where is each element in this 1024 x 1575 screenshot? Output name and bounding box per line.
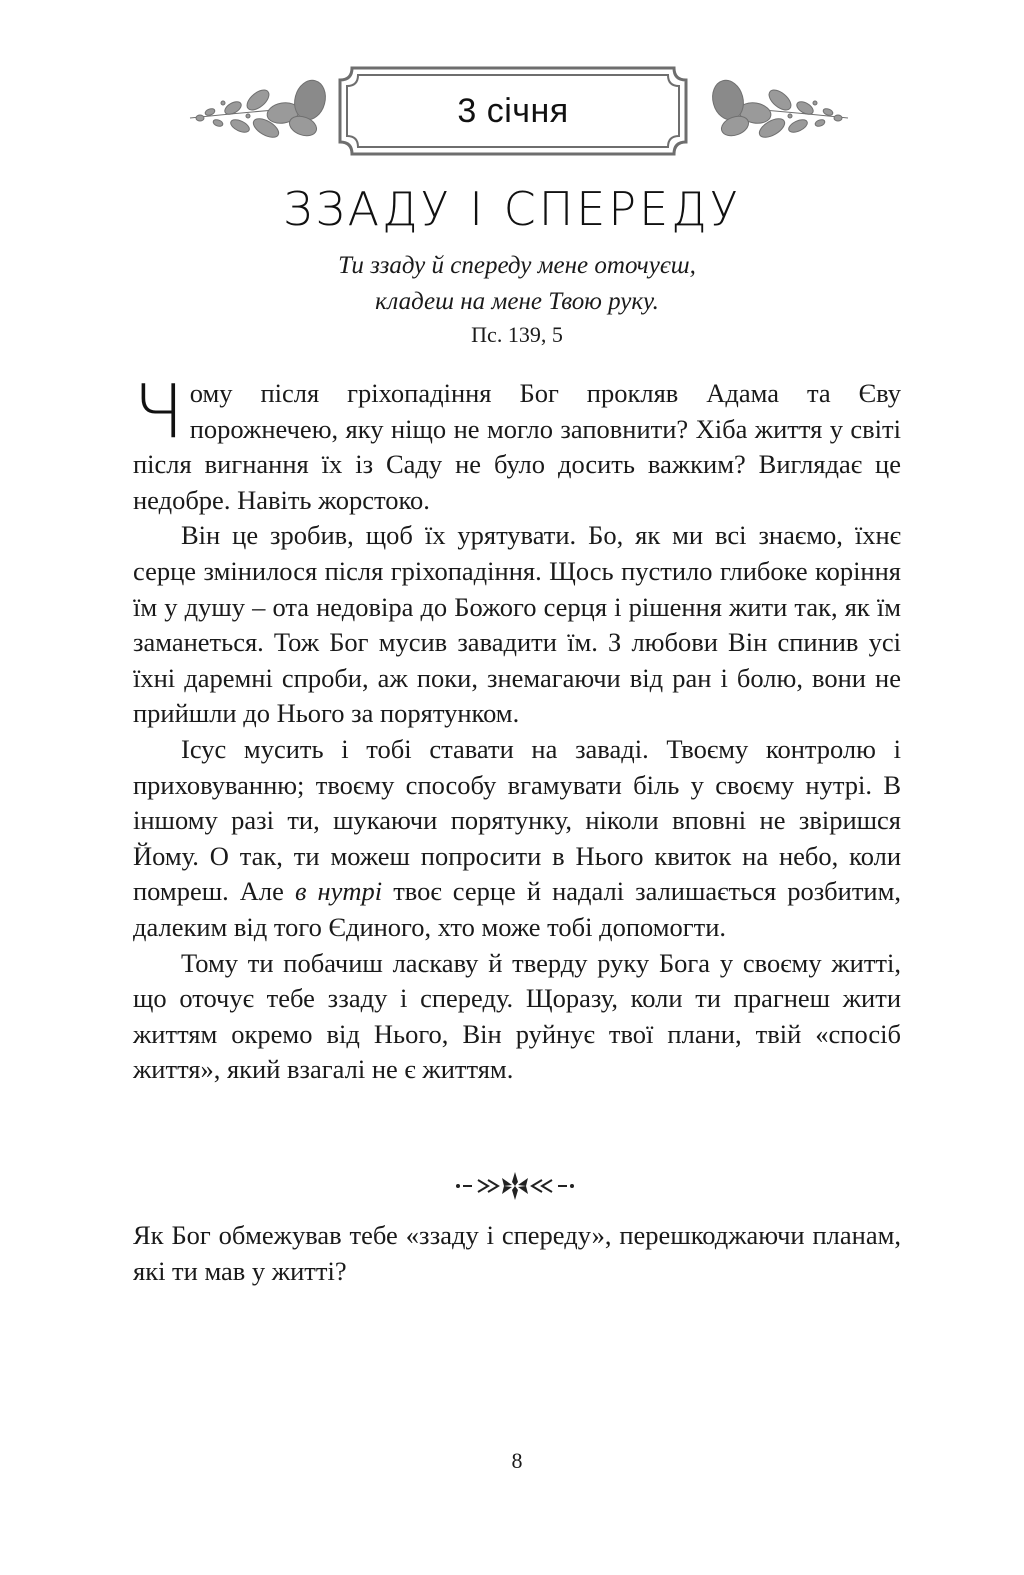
page-header [0,58,1024,168]
floral-branch-icon [700,68,850,148]
paragraph-2: Він це зробив, щоб їх урятувати. Бо, як ми всі знаємо, їхнє серце змінилося після гріхопадіння. Щось пустило глибоке коріння їм у душу – ота недовіра до Божого серця і рішення жити так, як їм заманеться. Тож Бог мусив завадити їм. З любови Він спинив усі їхні даремні спроби, аж поки, знемагаючи від ран і болю, вони не прийшли до Нього за порятунком. [133,520,901,729]
paragraph-1 [133,369,901,518]
page-title: ЗЗАДУ І СПЕРЕДУ [283,182,741,236]
date-label: 3 січня [457,91,569,130]
drop-cap: Ч [133,369,184,455]
paragraph-4: Тому ти побачиш ласкаву й тверду руку Бога у своєму житті, що оточує тебе ззаду і спереду. Щоразу, коли ти прагнеш жити життям окремо від Нього, Він руйнує твої плани, твій «спосіб життя», який взагалі не є життям. [133,947,901,1085]
ornamental-divider-icon [452,1168,578,1204]
page-number: 8 [511,1448,523,1473]
epigraph-line-1: Ти ззаду й спереду мене оточуєш, [338,252,696,279]
date-frame [338,66,688,156]
paragraph-1-text: ому після гріхопадіння Бог прокляв Адама та Єву порожнечею, яку ніщо не могло заповнити? Хіба життя у світі після вигнання їх із Саду не було досить важким? Виглядає це недобре. Навіть жорстоко. [133,378,901,515]
floral-branch-icon [188,68,338,148]
epigraph [0,248,1024,320]
scripture-reference: Пс. 139, 5 [471,322,563,347]
epigraph-line-2: кладеш на мене Твою руку. [375,288,659,315]
paragraph-3-text-b: твоє серце й надалі залишається розбитим, далеким від того Єдиного, хто може тобі допомогти. [133,876,901,942]
body-text [133,369,901,1088]
reflection-question: Як Бог обмежував тебе «ззаду і спереду», перешкоджаючи планам, які ти мав у житті? [133,1220,901,1286]
paragraph-3-text-a: Ісус мусить і тобі ставати на заваді. Твоєму контролю і приховуванню; твоєму способу вгамувати біль у своєму нутрі. В іншому разі ти, шукаючи порятунку, ніколи вповні не звіришся Йому. О так, ти можеш попросити в Нього квиток на небо, коли помреш. Але [133,733,901,907]
paragraph-3-emphasis: в нутрі [294,876,383,907]
paragraph-3 [133,732,901,946]
